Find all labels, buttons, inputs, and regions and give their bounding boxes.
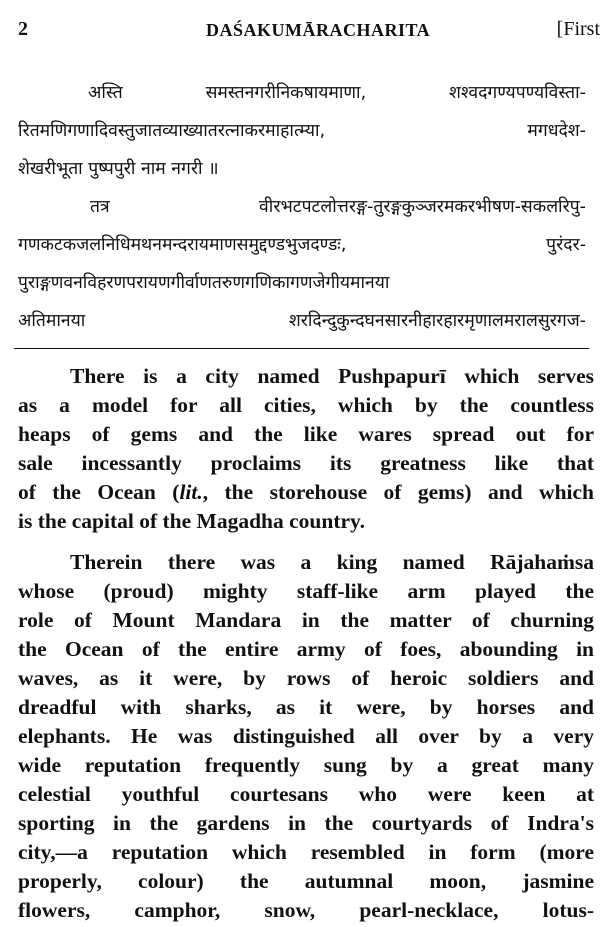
paragraph-line: elephants. He was distinguished all over by a very xyxy=(18,724,594,748)
paragraph-line: sporting in the gardens in the courtyards of Indra's xyxy=(18,811,594,835)
page-header xyxy=(18,18,600,48)
sanskrit-line: शेखरीभूता पुष्पपुरी नाम नगरी ॥ xyxy=(18,159,219,179)
sanskrit-line: अतिमानया शरदिन्दुकुन्दघनसारनीहारहारमृणालमरालसुरगज- xyxy=(18,311,586,331)
sanskrit-text xyxy=(18,74,586,340)
paragraph-line: role of Mount Mandara in the matter of churning xyxy=(18,608,594,632)
sanskrit-line: रितमणिगणादिवस्तुजातव्याख्यातरत्नाकरमाहात्म्या, मगधदेश- xyxy=(18,121,586,141)
paragraph-line: the Ocean of the entire army of foes, abounding in xyxy=(18,637,594,661)
sanskrit-line: अस्ति समस्तनगरीनिकषायमाणा, शश्वदगण्यपण्यविस्ता- xyxy=(88,83,586,103)
sanskrit-line: पुराङ्गणवनविहरणपरायणगीर्वाणतरुणगणिकागणजेगीयमानया xyxy=(18,273,390,293)
paragraph-line: flowers, camphor, snow, pearl-necklace, lotus- xyxy=(18,898,594,922)
text-fragment: of the Ocean ( xyxy=(18,480,180,504)
paragraph-line: celestial youthful courtesans who were keen at xyxy=(18,782,594,806)
paragraph-line: as a model for all cities, which by the countless xyxy=(18,393,594,417)
english-translation xyxy=(18,362,594,925)
text-fragment: , the storehouse of gems) and which xyxy=(202,480,594,504)
sanskrit-line: तत्र वीरभटपटलोत्तरङ्ग-तुरङ्गकुञ्जरमकरभीषण-सकलरिपु- xyxy=(90,197,586,217)
paragraph-line: is the capital of the Magadha country. xyxy=(18,509,365,533)
italic-abbrev: lit. xyxy=(179,480,203,504)
paragraph-line: properly, colour) the autumnal moon, jasmine xyxy=(18,869,594,893)
paragraph-line: whose (proud) mighty staff-like arm played the xyxy=(18,579,594,603)
paragraph-line-lit xyxy=(18,478,594,507)
paragraph-line: Therein there was a king named Rājahaṁsa xyxy=(70,550,594,574)
paragraph-line: waves, as it were, by rows of heroic soldiers and xyxy=(18,666,594,690)
paragraph-line: dreadful with sharks, as it were, by horses and xyxy=(18,695,594,719)
paragraph-line: city,—a reputation which resembled in form (more xyxy=(18,840,594,864)
paragraph-line: wide reputation frequently sung by a great many xyxy=(18,753,594,777)
section-marker: [First xyxy=(556,18,600,40)
sanskrit-line: गणकटकजलनिधिमथनमन्दरायमाणसमुद्दण्डभुजदण्डः, पुरंदर- xyxy=(18,235,586,255)
paragraph-gap xyxy=(18,536,594,548)
page-number: 2 xyxy=(18,18,28,40)
paragraph-line: There is a city named Pushpapurī which serves xyxy=(70,364,594,388)
paragraph-line: heaps of gems and the like wares spread out for xyxy=(18,422,594,446)
running-title: DAŚAKUMĀRACHARITA xyxy=(206,20,431,40)
section-divider xyxy=(14,348,589,349)
paragraph-line: sale incessantly proclaims its greatness like that xyxy=(18,451,594,475)
